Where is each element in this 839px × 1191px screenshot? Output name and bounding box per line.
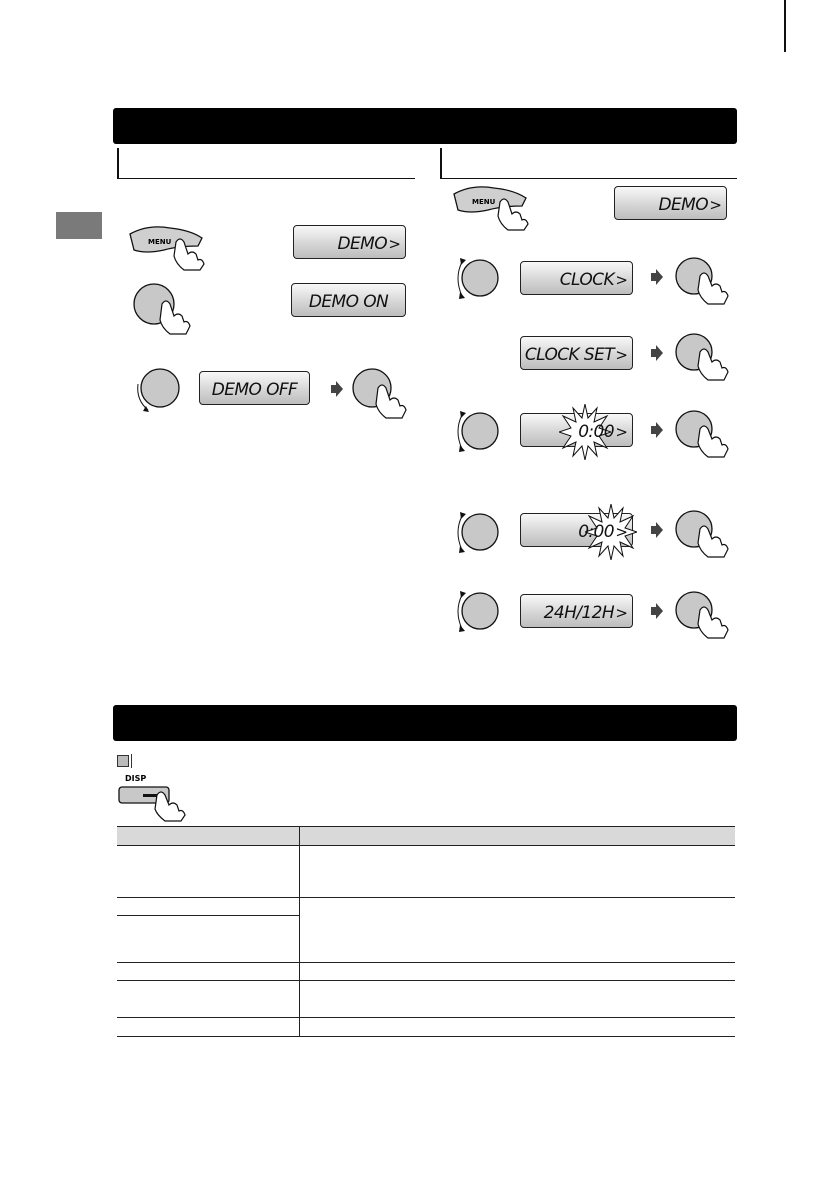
lcd-text: CLOCK xyxy=(559,270,614,290)
table-cell xyxy=(300,846,736,898)
table-cell xyxy=(117,898,300,916)
control-knob-press-icon[interactable] xyxy=(672,507,734,561)
chevron-right-icon: > xyxy=(615,346,628,364)
lcd-text: 0:00 xyxy=(578,422,614,442)
table-cell xyxy=(117,846,300,898)
lcd-display-clock-minute xyxy=(520,513,633,547)
table-cell xyxy=(117,981,300,1018)
table-row xyxy=(117,846,735,898)
rotate-knob-icon[interactable] xyxy=(452,508,502,558)
lcd-text: 24H/12H xyxy=(543,603,614,623)
chevron-right-icon: > xyxy=(709,196,722,214)
table-cell xyxy=(117,963,300,981)
control-knob-press-icon[interactable] xyxy=(672,588,734,642)
page-cut-line xyxy=(784,0,786,52)
chevron-right-icon: > xyxy=(615,523,628,541)
menu-button-press-icon[interactable] xyxy=(128,220,208,272)
side-language-tab xyxy=(56,212,102,239)
lcd-text: DEMO xyxy=(337,234,387,254)
subheading-right xyxy=(440,148,737,179)
menu-button-label: MENU xyxy=(148,238,172,246)
table-header-cell xyxy=(117,827,300,846)
chevron-right-icon: > xyxy=(615,604,628,622)
table-cell xyxy=(300,898,736,963)
chevron-right-icon: > xyxy=(615,423,628,441)
rotate-knob-icon[interactable] xyxy=(452,587,502,637)
control-knob-press-icon[interactable] xyxy=(350,366,412,424)
menu-button-press-icon[interactable] xyxy=(452,180,532,232)
table-row xyxy=(117,898,735,916)
table-cell xyxy=(117,916,300,963)
arrow-right-icon xyxy=(651,345,663,361)
table-row xyxy=(117,981,735,1018)
lcd-display-24h-12h xyxy=(520,594,633,628)
lcd-text: 0:00 xyxy=(578,522,614,542)
arrow-right-icon xyxy=(331,381,343,397)
display-info-table xyxy=(117,826,735,1037)
control-knob-press-icon[interactable] xyxy=(672,330,734,384)
lcd-display-clock-set xyxy=(520,336,633,370)
arrow-right-icon xyxy=(651,422,663,438)
lcd-text: DEMO ON xyxy=(308,292,389,312)
subsection-square-icon xyxy=(117,755,129,767)
table-row xyxy=(117,963,735,981)
lcd-display-clock-hour xyxy=(520,413,633,447)
lcd-display-demo xyxy=(293,225,406,259)
section-header-bar-top xyxy=(113,108,737,144)
control-knob-press-icon[interactable] xyxy=(672,254,734,308)
table-header-row xyxy=(117,827,735,846)
lcd-text: CLOCK SET xyxy=(524,345,614,365)
table-cell xyxy=(300,1018,736,1037)
rotate-knob-icon[interactable] xyxy=(130,364,186,416)
table-row xyxy=(117,1018,735,1037)
arrow-right-icon xyxy=(651,603,663,619)
control-knob-press-icon[interactable] xyxy=(128,280,208,340)
subheading-left xyxy=(117,148,415,179)
subsection-divider xyxy=(131,754,132,768)
rotate-knob-icon[interactable] xyxy=(452,254,502,304)
table-cell xyxy=(117,1018,300,1037)
chevron-right-icon: > xyxy=(615,271,628,289)
lcd-display-demo-on xyxy=(291,283,406,317)
menu-button-label: MENU xyxy=(472,198,496,206)
control-knob-press-icon[interactable] xyxy=(672,407,734,461)
lcd-display-demo-off xyxy=(199,371,310,405)
table-cell xyxy=(300,963,736,981)
arrow-right-icon xyxy=(651,522,663,538)
lcd-display-clock xyxy=(520,261,633,295)
chevron-right-icon: > xyxy=(388,235,401,253)
disp-button-label: DISP xyxy=(125,774,147,783)
disp-button-press-icon[interactable] xyxy=(117,773,193,823)
lcd-display-demo xyxy=(614,186,727,220)
table-cell xyxy=(300,981,736,1018)
arrow-right-icon xyxy=(651,269,663,285)
lcd-text: DEMO OFF xyxy=(211,380,298,400)
section-header-bar-bottom xyxy=(113,705,737,741)
table-header-cell xyxy=(300,827,736,846)
lcd-text: DEMO xyxy=(658,195,708,215)
rotate-knob-icon[interactable] xyxy=(452,407,502,457)
